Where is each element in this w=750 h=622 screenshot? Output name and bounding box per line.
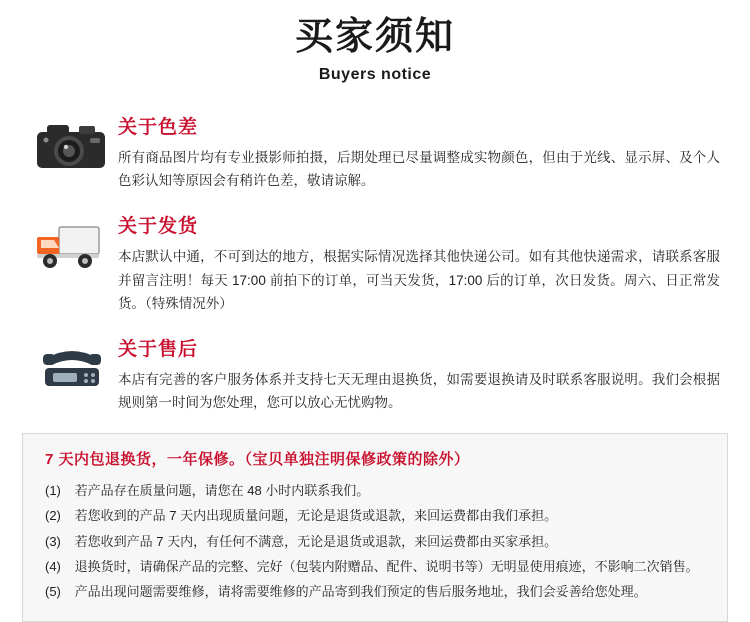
truck-icon	[30, 211, 114, 281]
section-title: 关于色差	[118, 116, 199, 138]
warranty-heading: 7 天内包退换货，一年保修。（宝贝单独注明保修政策的除外）	[45, 451, 470, 469]
list-item	[45, 554, 705, 579]
list-item-text: 若您收到的产品 7 天内出现质量问题，无论是退货或退款，来回运费都由我们承担。	[74, 508, 558, 524]
section-title: 关于售后	[118, 338, 199, 360]
list-item	[45, 579, 705, 604]
list-item-number: (5)	[45, 584, 61, 600]
camera-icon	[30, 112, 114, 182]
warranty-notice-box	[22, 433, 728, 622]
section-body	[114, 211, 720, 316]
list-item	[45, 529, 705, 554]
section-after-sales	[30, 334, 720, 415]
list-item-text: 若产品存在质量问题，请您在 48 小时内联系我们。	[74, 483, 370, 499]
sections-container	[0, 98, 750, 415]
page-header	[0, 0, 750, 98]
list-item	[45, 503, 705, 528]
section-title: 关于发货	[118, 215, 199, 237]
telephone-icon	[30, 334, 114, 404]
list-item	[45, 478, 705, 503]
section-color-difference	[30, 112, 720, 193]
list-item-number: (2)	[45, 508, 61, 524]
list-item-text: 退换货时，请确保产品的完整、完好（包装内附赠品、配件、说明书等）无明显使用痕迹，不影响二次销售。	[74, 559, 699, 575]
section-text: 所有商品图片均有专业摄影师拍摄，后期处理已尽量调整成实物颜色，但由于光线、显示屏、及个人色彩认知等原因会有稍许色差，敬请谅解。	[118, 149, 720, 189]
page-title: 买家须知	[294, 16, 455, 58]
section-text: 本店有完善的客户服务体系并支持七天无理由退换货，如需要退换请及时联系客服说明。我们会根据规则第一时间为您处理，您可以放心无忧购物。	[118, 371, 720, 411]
list-item-number: (3)	[45, 533, 61, 549]
section-shipping	[30, 211, 720, 316]
section-text: 本店默认中通，不可到达的地方，根据实际情况选择其他快递公司。如有其他快递需求，请联系客服并留言注明！每天 17:00 前拍下的订单，可当天发货，17:00 后的订单，次日发货。周六、日正常发货。（特殊情况外）	[118, 248, 720, 312]
list-item-text: 若您收到产品 7 天内，有任何不满意，无论是退货或退款，来回运费都由买家承担。	[74, 533, 558, 549]
section-body	[114, 112, 720, 193]
list-item-number: (4)	[45, 559, 61, 575]
page-subtitle: Buyers notice	[318, 65, 432, 83]
list-item-number: (1)	[45, 483, 61, 499]
section-body	[114, 334, 720, 415]
list-item-text: 产品出现问题需要维修，请将需要维修的产品寄到我们预定的售后服务地址，我们会妥善给您处理。	[74, 584, 647, 600]
